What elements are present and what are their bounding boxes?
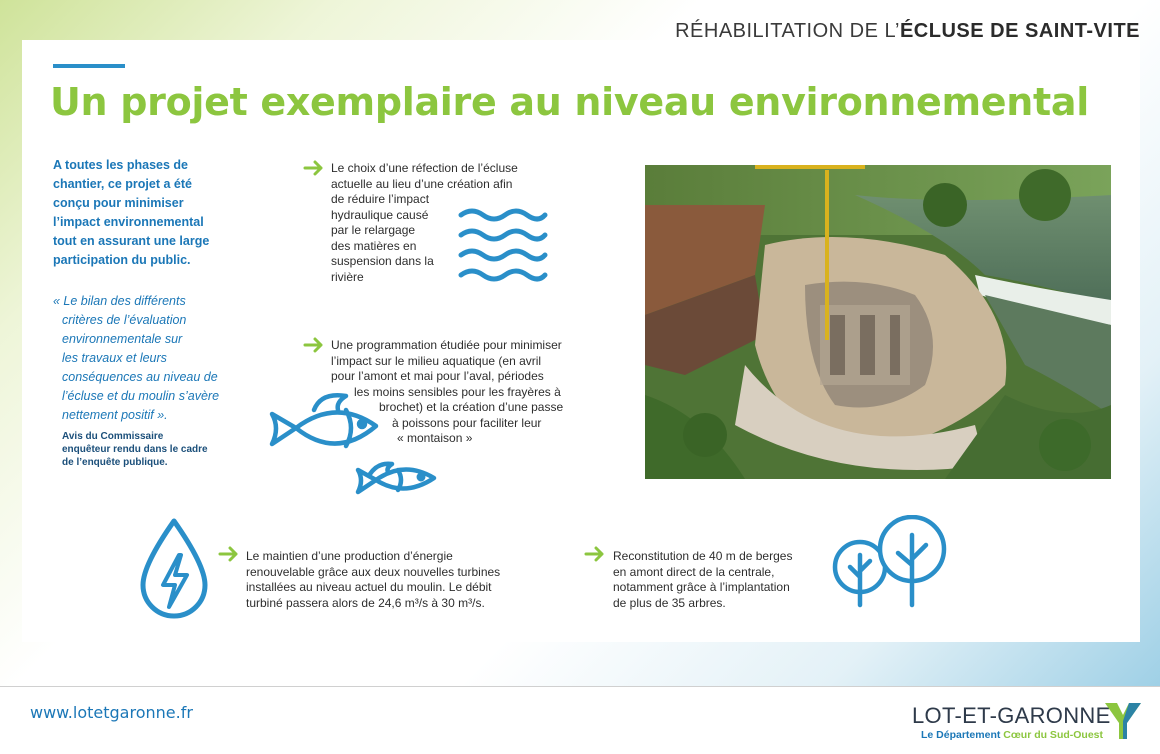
intro-line: conçu pour minimiser	[53, 196, 184, 210]
point-line: hydraulique causé	[331, 207, 429, 222]
point-trees-text	[613, 549, 833, 611]
point-line: Le choix d’une réfection de l’écluse	[331, 161, 518, 175]
point-energy-text	[246, 549, 556, 611]
intro-line: l’impact environnemental	[53, 215, 204, 229]
construction-site-photo	[645, 165, 1111, 479]
point-line: en amont direct de la centrale,	[613, 564, 775, 579]
point-line: installées au niveau actuel du moulin. Le débit	[246, 580, 492, 594]
attribution-line: Avis du Commissaire	[62, 431, 164, 442]
point-line: « montaison »	[397, 431, 473, 445]
point-line: par le relargage	[331, 223, 416, 237]
point-line: à poissons pour faciliter leur	[392, 415, 542, 430]
quote-line: l’écluse et du moulin s’avère	[62, 389, 220, 403]
intro-text	[53, 156, 238, 270]
intro-line: chantier, ce projet a été	[53, 177, 192, 191]
point-line: rivière	[331, 269, 364, 284]
quote-attribution	[62, 430, 232, 469]
quote-line: critères de l’évaluation	[62, 313, 187, 327]
point-line: des matières en	[331, 238, 417, 253]
point-line: suspension dans la	[331, 254, 434, 268]
arrow-right-icon	[218, 546, 240, 562]
quote-line: les travaux et leurs	[62, 351, 167, 365]
footer-divider	[0, 686, 1160, 687]
quote-line: environnementale sur	[62, 332, 183, 346]
page-header-title: RÉHABILITATION DE L’ÉCLUSE DE SAINT-VITE	[675, 20, 1140, 42]
logo-name: LOT-ET-GARONNE	[912, 703, 1111, 728]
fish-icon	[266, 388, 446, 500]
intro-line: A toutes les phases de	[53, 158, 188, 172]
footer-website-link[interactable]: www.lotetgaronne.fr	[30, 703, 193, 722]
point-line: notamment grâce à l’implantation	[613, 580, 790, 594]
point-line: turbiné passera alors de 24,6 m³/s à 30 m³/s.	[246, 595, 485, 610]
point-line: l’impact sur le milieu aquatique (en avril	[331, 353, 542, 368]
quote-line: nettement positif ».	[62, 408, 168, 422]
page-title: Un projet exemplaire au niveau environnemental	[50, 80, 1089, 124]
intro-line: participation du public.	[53, 253, 191, 267]
arrow-right-icon	[303, 337, 325, 353]
water-waves-icon	[457, 205, 549, 283]
quote-text	[53, 292, 243, 425]
logo-y-icon	[1103, 699, 1143, 741]
intro-line: tout en assurant une large	[53, 234, 210, 248]
attribution-line: enquêteur rendu dans le cadre	[62, 444, 208, 455]
point-line: actuelle au lieu d’une création afin	[331, 176, 513, 191]
arrow-right-icon	[584, 546, 606, 562]
logo-tagline: Le Département Cœur du Sud-Ouest	[921, 729, 1104, 741]
energy-drop-icon	[135, 515, 213, 623]
point-line: Reconstitution de 40 m de berges	[613, 549, 793, 563]
point-line: renouvelable grâce aux deux nouvelles turbines	[246, 564, 501, 579]
title-accent-bar	[53, 64, 125, 68]
arrow-right-icon	[303, 160, 325, 176]
point-line: Une programmation étudiée pour minimiser	[331, 338, 562, 352]
trees-icon	[830, 515, 948, 609]
point-line: brochet) et la création d’une passe	[379, 400, 564, 414]
point-line: pour l’amont et mai pour l’aval, périodes	[331, 369, 544, 383]
point-line: de réduire l’impact	[331, 192, 430, 206]
attribution-line: de l’enquête publique.	[62, 457, 168, 468]
point-line: les moins sensibles pour les frayères à	[354, 384, 561, 399]
quote-line: conséquences au niveau de	[62, 370, 218, 384]
point-line: de plus de 35 arbres.	[613, 595, 726, 610]
point-line: Le maintien d’une production d’énergie	[246, 549, 453, 563]
quote-line: « Le bilan des différents	[53, 294, 186, 308]
